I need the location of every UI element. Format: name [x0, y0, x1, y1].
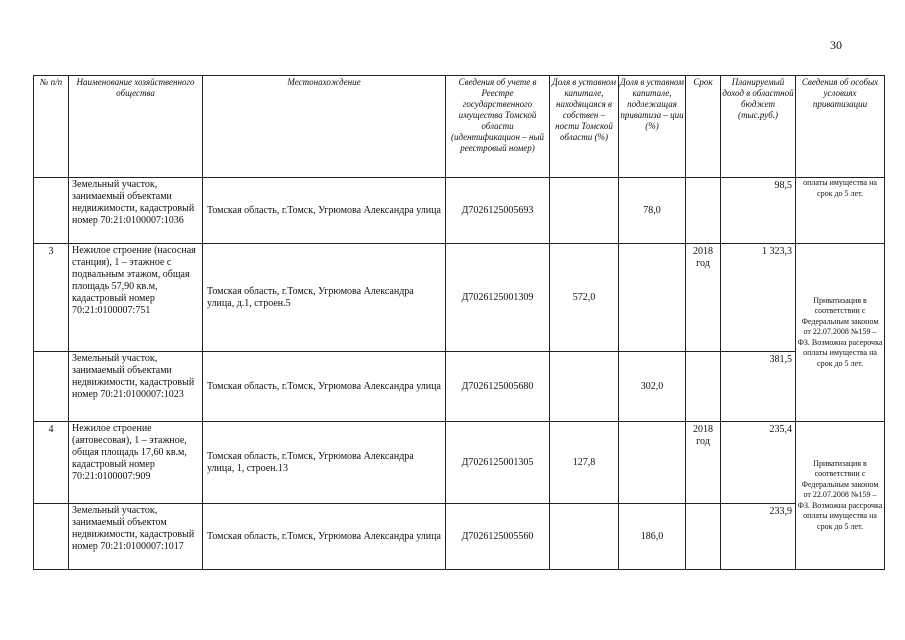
- object-location: Томская область, г.Томск, Угрюмова Александра улица, 1, строен.13: [203, 422, 446, 504]
- header-location: Местонахождение: [203, 76, 446, 178]
- planned-income: 1 323,3: [721, 244, 796, 352]
- privatization-notes: Приватизация в соответствии с Федеральным законом от 22.07.2008 №159 – ФЗ. Возможна рассрочка оплаты имущества на срок до 5 лет.: [796, 422, 885, 570]
- header-share-capital: Доля в уставном капитале, находящаяся в собствен – ности Томской области (%): [550, 76, 619, 178]
- registry-number: Д7026125005680: [446, 352, 550, 422]
- row-num: [34, 504, 69, 570]
- object-name: Нежилое строение (насосная станция), 1 – этажное с подвальным этажом, общая площадь 57,90 кв.м, кадастровый номер 70:21:0100007:751: [69, 244, 203, 352]
- registry-number: Д7026125005693: [446, 178, 550, 244]
- table-row: [34, 352, 885, 422]
- registry-number: Д7026125001309: [446, 244, 550, 352]
- row-num: 3: [34, 244, 69, 352]
- privatization-notes: оплаты имущества на срок до 5 лет.: [796, 178, 885, 244]
- privatization-notes: Приватизация в соответствии с Федеральным законом от 22.07.2008 №159 – ФЗ. Возможна расерочка оплаты имущества на срок до 5 лет.: [796, 244, 885, 422]
- share-capital: [550, 504, 619, 570]
- row-num: [34, 352, 69, 422]
- object-location: Томская область, г.Томск, Угрюмова Александра улица: [203, 352, 446, 422]
- header-num: № п/п: [34, 76, 69, 178]
- term: 2018 год: [686, 244, 721, 352]
- share-capital: 127,8: [550, 422, 619, 504]
- header-notes: Сведения об особых условиях приватизации: [796, 76, 885, 178]
- row-num: 4: [34, 422, 69, 504]
- row-num: [34, 178, 69, 244]
- object-location: Томская область, г.Томск, Угрюмова Александра улица, д.1, строен.5: [203, 244, 446, 352]
- header-name: Наименование хозяйственного общества: [69, 76, 203, 178]
- object-location: Томская область, г.Томск, Угрюмова Александра улица: [203, 504, 446, 570]
- object-name: Земельный участок, занимаемый объектами недвижимости, кадастровый номер 70:21:0100007:1036: [69, 178, 203, 244]
- registry-number: Д7026125005560: [446, 504, 550, 570]
- share-capital: [550, 352, 619, 422]
- term: 2018 год: [686, 422, 721, 504]
- privatization-table: [33, 75, 885, 570]
- page-number: 30: [830, 38, 842, 52]
- planned-income: 98,5: [721, 178, 796, 244]
- planned-income: 233,9: [721, 504, 796, 570]
- planned-income: 235,4: [721, 422, 796, 504]
- share-privatized: 186,0: [619, 504, 686, 570]
- object-name: Нежилое строение (автовесовая), 1 – этажное, общая площадь 17,60 кв.м, кадастровый номер 70:21:0100007:909: [69, 422, 203, 504]
- table-row: [34, 504, 885, 570]
- share-capital: [550, 178, 619, 244]
- share-privatized: 302,0: [619, 352, 686, 422]
- object-location: Томская область, г.Томск, Угрюмова Александра улица: [203, 178, 446, 244]
- share-capital: 572,0: [550, 244, 619, 352]
- share-privatized: [619, 422, 686, 504]
- share-privatized: [619, 244, 686, 352]
- table-row: [34, 178, 885, 244]
- header-income: Планируемый доход в областной бюджет (тыс.руб.): [721, 76, 796, 178]
- term: [686, 178, 721, 244]
- share-privatized: 78,0: [619, 178, 686, 244]
- planned-income: 381,5: [721, 352, 796, 422]
- header-term: Срок: [686, 76, 721, 178]
- object-name: Земельный участок, занимаемый объектом недвижимости, кадастровый номер 70:21:0100007:1017: [69, 504, 203, 570]
- table-row: [34, 422, 885, 504]
- header-share-privatized: Доля в уставном капитале, подлежащая приватиза – ции (%): [619, 76, 686, 178]
- term: [686, 504, 721, 570]
- registry-number: Д7026125001305: [446, 422, 550, 504]
- table-row: [34, 244, 885, 352]
- header-row: [34, 76, 885, 178]
- header-registry: Сведения об учете в Реестре государственного имущества Томской области (идентификацион – ный реестровый номер): [446, 76, 550, 178]
- term: [686, 352, 721, 422]
- object-name: Земельный участок, занимаемый объектами недвижимости, кадастровый номер 70:21:0100007:1023: [69, 352, 203, 422]
